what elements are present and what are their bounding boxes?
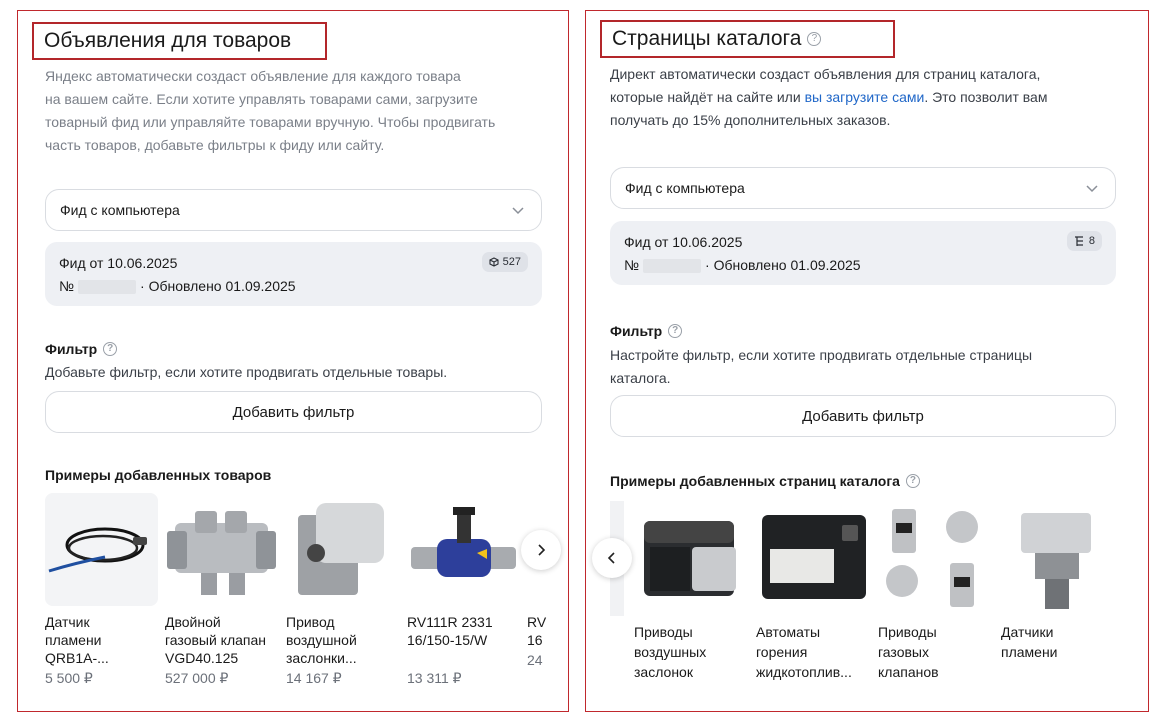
catalog-page-name: Приводы газовых клапанов: [878, 624, 939, 680]
feed-pages-badge: 8: [1067, 231, 1102, 251]
tree-icon: [1074, 236, 1085, 247]
catalog-page-card[interactable]: [756, 501, 870, 682]
product-image: [165, 493, 278, 606]
filter-description: Настройте фильтр, если хотите продвигать отдельные страницы каталога.: [610, 347, 1033, 386]
feed-meta: № · Обновлено 01.09.2025: [624, 257, 861, 273]
products-ads-panel: [17, 10, 569, 712]
catalog-description: Директ автоматически создаст объявления для страниц каталога, которые найдёт на сайте или вы загрузите сами. Это позволит вам получать до 15% дополнительных заказов.: [610, 66, 1048, 128]
products-title: Объявления для товаров: [44, 29, 292, 52]
product-price: 527 000 ₽: [165, 670, 229, 686]
chevron-left-icon: [605, 551, 619, 565]
filter-title: Фильтр ?: [45, 341, 117, 357]
product-card[interactable]: [407, 493, 520, 687]
add-filter-button[interactable]: Добавить фильтр: [45, 391, 542, 433]
products-title-highlight: [32, 22, 327, 60]
catalog-title-highlight: [600, 20, 895, 58]
catalog-page-name: Приводы воздушных заслонок: [634, 624, 707, 680]
help-circle-icon[interactable]: ?: [807, 32, 821, 46]
catalog-title: Страницы каталога: [612, 27, 802, 50]
product-price: 13 311 ₽: [407, 670, 462, 686]
upload-yourself-link[interactable]: вы загрузите сами: [804, 89, 925, 105]
feed-source-value: Фид с компьютера: [625, 180, 745, 196]
help-circle-icon[interactable]: ?: [906, 474, 920, 488]
feed-card[interactable]: [45, 242, 542, 306]
carousel-next-button[interactable]: [521, 530, 561, 570]
catalog-examples-title: Примеры добавленных страниц каталога ?: [610, 473, 920, 489]
help-circle-icon[interactable]: ?: [668, 324, 682, 338]
product-price: 5 500 ₽: [45, 670, 93, 686]
feed-items-badge: 527: [482, 252, 528, 272]
catalog-page-card[interactable]: [634, 501, 748, 682]
product-name: RV111R 2331 16/150-15/W: [407, 614, 493, 648]
product-price: 24: [527, 652, 543, 668]
product-name: Двойной газовый клапан VGD40.125: [165, 614, 267, 666]
catalog-page-image: [756, 501, 870, 613]
catalog-page-card[interactable]: [878, 501, 992, 682]
product-name: RV 16: [527, 614, 547, 648]
feed-source-value: Фид с компьютера: [60, 202, 180, 218]
product-card[interactable]: [286, 493, 399, 687]
catalog-pages-panel: [585, 10, 1149, 712]
product-name: Привод воздушной заслонки...: [286, 614, 357, 666]
catalog-page-card[interactable]: [1001, 501, 1115, 662]
redacted-feed-number: [78, 280, 136, 294]
product-image: [45, 493, 158, 606]
feed-meta: № · Обновлено 01.09.2025: [59, 278, 296, 294]
chevron-down-icon: [1085, 181, 1099, 195]
add-filter-button[interactable]: Добавить фильтр: [610, 395, 1116, 437]
redacted-feed-number: [643, 259, 701, 273]
filter-title: Фильтр ?: [610, 323, 682, 339]
product-card-partial[interactable]: [527, 493, 557, 669]
product-card[interactable]: [45, 493, 158, 687]
cube-icon: [489, 257, 499, 267]
chevron-down-icon: [511, 203, 525, 217]
feed-title: Фид от 10.06.2025: [59, 255, 178, 271]
filter-description: Добавьте фильтр, если хотите продвигать отдельные товары.: [45, 364, 448, 380]
feed-card[interactable]: [610, 221, 1116, 285]
product-image: [407, 493, 520, 606]
chevron-right-icon: [534, 543, 548, 557]
catalog-page-image: [1001, 501, 1115, 613]
help-circle-icon[interactable]: ?: [103, 342, 117, 356]
product-price: 14 167 ₽: [286, 670, 342, 686]
feed-source-select[interactable]: [610, 167, 1116, 209]
product-card[interactable]: [165, 493, 278, 687]
feed-source-select[interactable]: [45, 189, 542, 231]
catalog-page-name: Датчики пламени: [1001, 624, 1058, 660]
product-image: [286, 493, 399, 606]
catalog-page-image: [878, 501, 992, 613]
product-name: Датчик пламени QRB1A-...: [45, 614, 109, 666]
products-description: Яндекс автоматически создаст объявление для каждого товара на вашем сайте. Если хотите управлять товарами сами, загрузите товарный фид или управляйте товарами вручную. Чтобы продвигать часть товаров, добавьте фильтры к фиду или сайту.: [45, 68, 496, 153]
feed-title: Фид от 10.06.2025: [624, 234, 743, 250]
catalog-page-name: Автоматы горения жидкотоплив...: [756, 624, 852, 680]
catalog-page-image: [634, 501, 748, 613]
carousel-prev-button[interactable]: [592, 538, 632, 578]
product-examples-title: Примеры добавленных товаров: [45, 467, 272, 483]
